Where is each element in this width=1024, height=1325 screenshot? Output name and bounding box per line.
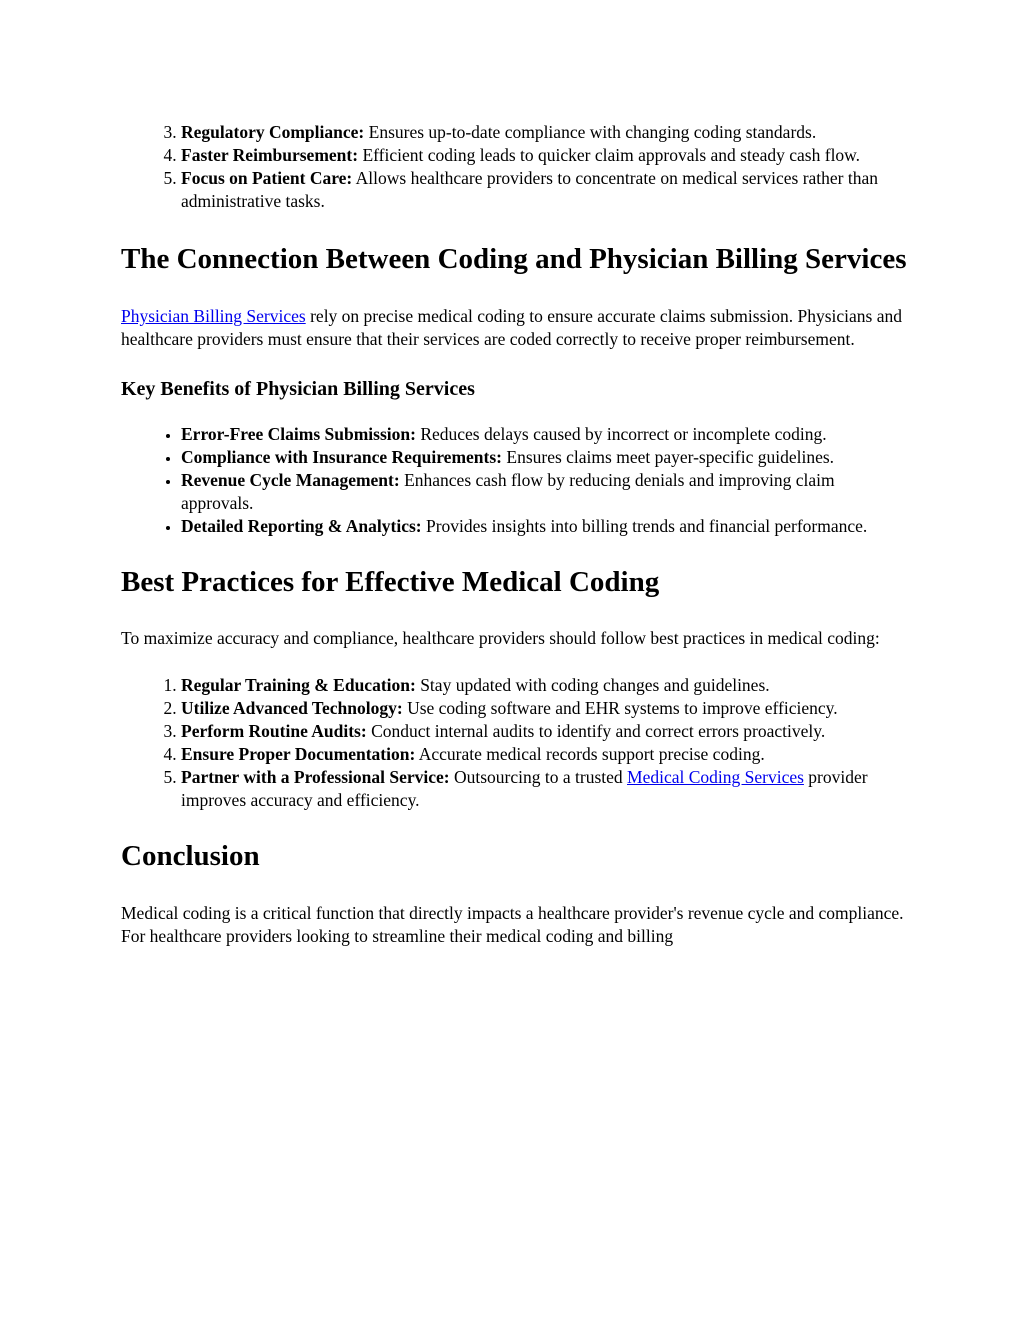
list-item-term: Detailed Reporting & Analytics: [181,516,422,536]
list-item-term: Faster Reimbursement: [181,145,359,165]
list-item [181,446,911,469]
connection-paragraph [121,305,911,351]
list-item-term: Ensure Proper Documentation: [181,744,416,764]
list-item-text: Stay updated with coding changes and guidelines. [415,675,770,695]
benefits-list [121,423,911,538]
list-item-term: Partner with a Professional Service: [181,767,450,787]
compliance-benefits-list [121,121,911,213]
list-item-term: Regulatory Compliance: [181,122,365,142]
list-item [181,697,911,720]
list-item-text: Outsourcing to a trusted [449,767,628,787]
list-item [181,743,911,766]
list-item-term: Compliance with Insurance Requirements: [181,447,502,467]
conclusion-paragraph: Medical coding is a critical function that directly impacts a healthcare provider's revenue cycle and compliance. For healthcare providers looking to streamline their medical coding and billing [121,903,904,946]
list-item-term: Utilize Advanced Technology: [181,698,403,718]
list-item-term: Regular Training & Education: [181,675,416,695]
document-content [121,121,911,948]
list-item [181,766,911,812]
physician-billing-services-link[interactable]: Physician Billing Services [121,306,306,326]
practices-heading: Best Practices for Effective Medical Coding [121,566,660,598]
list-item-term: Focus on Patient Care: [181,168,353,188]
connection-paragraph-text: rely on precise medical coding to ensure accurate claims submission. Physicians and healthcare providers must ensure that their services are coded correctly to receive proper reimbursement. [121,306,903,349]
benefits-heading: Key Benefits of Physician Billing Services [121,378,475,400]
list-item-text: Allows healthcare providers to concentrate on medical services rather than administrative tasks. [181,168,879,211]
list-item [181,674,911,697]
practices-intro: To maximize accuracy and compliance, healthcare providers should follow best practices in medical coding: [121,628,880,648]
list-item [181,423,911,446]
list-item [181,167,911,213]
list-item-text: Ensures claims meet payer-specific guidelines. [502,447,835,467]
medical-coding-services-link[interactable]: Medical Coding Services [627,767,804,787]
list-item-text: Conduct internal audits to identify and correct errors proactively. [366,721,826,741]
conclusion-heading: Conclusion [121,840,260,872]
connection-heading: The Connection Between Coding and Physician Billing Services [121,243,907,275]
list-item-text: Provides insights into billing trends and financial performance. [421,516,868,536]
list-item-text: Use coding software and EHR systems to improve efficiency. [402,698,838,718]
list-item-term: Error-Free Claims Submission: [181,424,416,444]
list-item [181,469,911,515]
list-item-term: Perform Routine Audits: [181,721,367,741]
practices-list [121,674,911,812]
list-item [181,515,911,538]
list-item [181,720,911,743]
list-item-text: Efficient coding leads to quicker claim approvals and steady cash flow. [358,145,861,165]
list-item-text: Accurate medical records support precise coding. [415,744,765,764]
list-item-text: Enhances cash flow by reducing denials and improving claim approvals. [181,470,835,513]
list-item [181,144,911,167]
list-item-text: Reduces delays caused by incorrect or incomplete coding. [415,424,827,444]
list-item-text: provider improves accuracy and efficiency. [181,767,868,810]
list-item-term: Revenue Cycle Management: [181,470,400,490]
list-item [181,121,911,144]
list-item-text: Ensures up-to-date compliance with changing coding standards. [364,122,817,142]
